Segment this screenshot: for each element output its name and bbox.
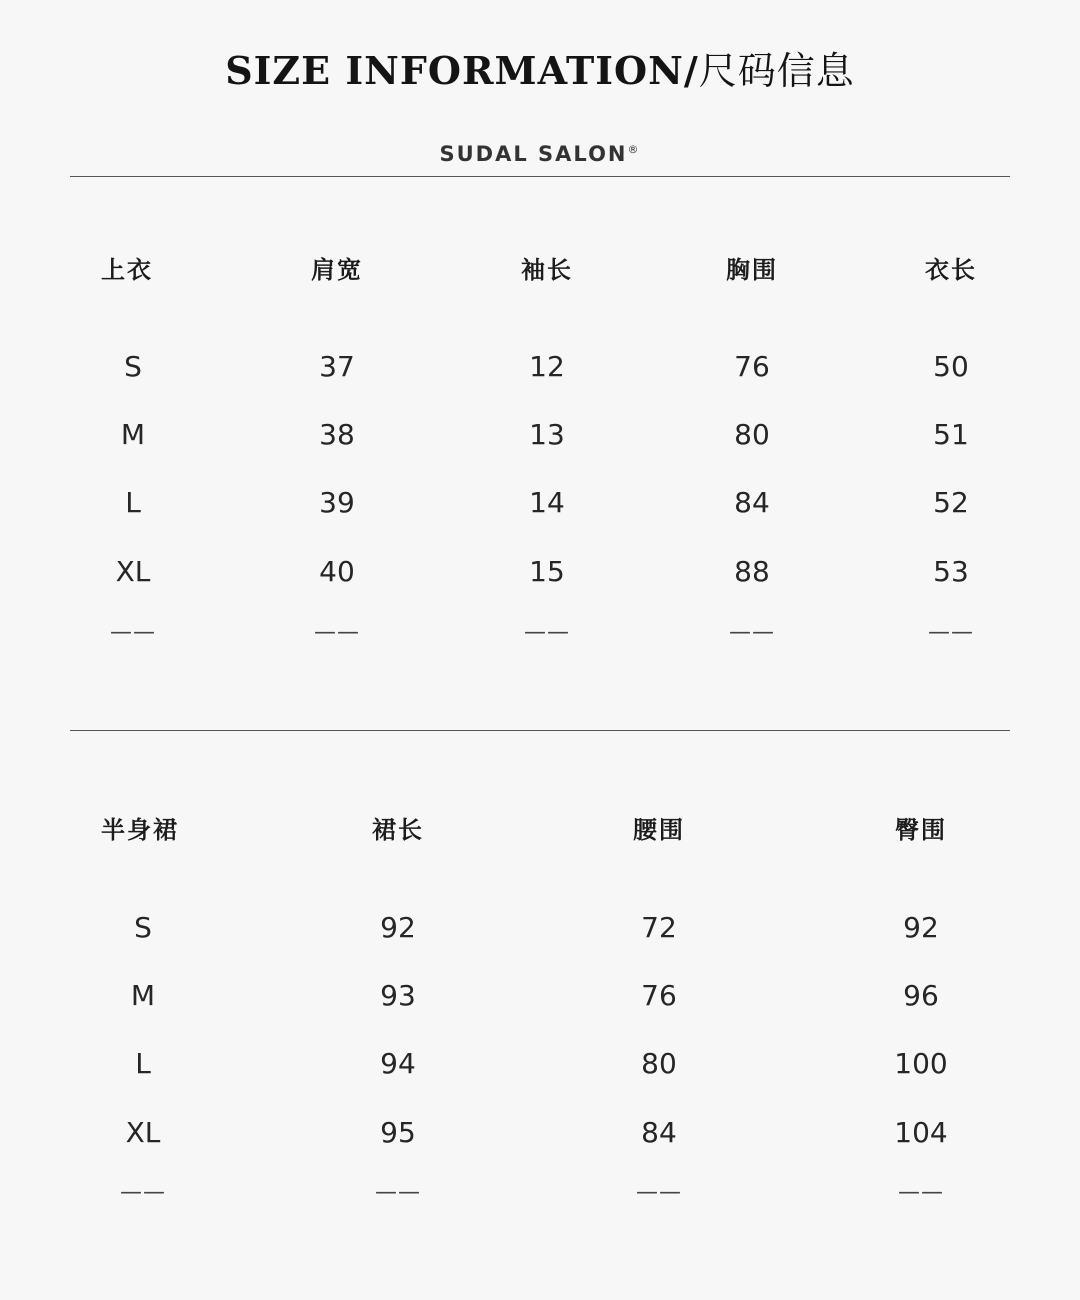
top-cell-r3-c1: 40 — [319, 555, 355, 588]
top-cell-r2-c3: 84 — [734, 486, 770, 519]
top-cell-r0-c1: 37 — [319, 350, 355, 383]
middle-divider — [70, 730, 1010, 731]
top-cell-r2-c0: L — [125, 486, 141, 519]
top-cell-r4-c0: —— — [110, 620, 156, 645]
title-en: SIZE INFORMATION/ — [225, 48, 699, 93]
skirt-cell-r0-c1: 92 — [380, 911, 416, 944]
skirt-cell-r1-c0: M — [130, 979, 156, 1012]
registered-mark: ® — [627, 143, 641, 156]
top-header-2: 袖长 — [521, 256, 573, 284]
top-cell-r4-c1: —— — [314, 620, 360, 645]
skirt-header-3: 臀围 — [895, 816, 947, 844]
top-header-3: 胸围 — [726, 256, 778, 284]
top-cell-r2-c2: 14 — [529, 486, 565, 519]
skirt-cell-r3-c1: 95 — [380, 1116, 416, 1149]
skirt-cell-r4-c1: —— — [375, 1180, 421, 1205]
skirt-cell-r3-c0: XL — [125, 1116, 161, 1149]
skirt-cell-r1-c3: 96 — [903, 979, 939, 1012]
top-cell-r1-c2: 13 — [529, 418, 565, 451]
skirt-cell-r4-c0: —— — [120, 1180, 166, 1205]
skirt-cell-r1-c1: 93 — [380, 979, 416, 1012]
top-cell-r3-c2: 15 — [529, 555, 565, 588]
brand-logo — [0, 142, 1080, 166]
top-cell-r0-c3: 76 — [734, 350, 770, 383]
skirt-cell-r2-c3: 100 — [894, 1047, 948, 1080]
skirt-header-0: 半身裙 — [101, 816, 179, 844]
top-cell-r1-c1: 38 — [319, 418, 355, 451]
skirt-cell-r4-c3: —— — [898, 1180, 944, 1205]
top-cell-r0-c2: 12 — [529, 350, 565, 383]
skirt-cell-r0-c3: 92 — [903, 911, 939, 944]
skirt-cell-r2-c0: L — [135, 1047, 151, 1080]
top-cell-r0-c0: S — [124, 350, 142, 383]
top-cell-r2-c4: 52 — [933, 486, 969, 519]
top-header-4: 衣长 — [925, 256, 977, 284]
top-cell-r4-c3: —— — [729, 620, 775, 645]
skirt-cell-r1-c2: 76 — [641, 979, 677, 1012]
top-cell-r3-c3: 88 — [734, 555, 770, 588]
top-cell-r4-c2: —— — [524, 620, 570, 645]
skirt-header-2: 腰围 — [633, 816, 685, 844]
skirt-cell-r3-c3: 104 — [894, 1116, 948, 1149]
skirt-cell-r3-c2: 84 — [641, 1116, 677, 1149]
skirt-cell-r0-c2: 72 — [641, 911, 677, 944]
skirt-header-1: 裙长 — [372, 816, 424, 844]
page-title — [0, 40, 1080, 95]
top-header-0: 上衣 — [101, 256, 153, 284]
top-cell-r1-c0: M — [120, 418, 146, 451]
top-divider — [70, 176, 1010, 177]
top-cell-r1-c4: 51 — [933, 418, 969, 451]
top-cell-r4-c4: —— — [928, 620, 974, 645]
top-cell-r3-c4: 53 — [933, 555, 969, 588]
top-cell-r1-c3: 80 — [734, 418, 770, 451]
skirt-cell-r4-c2: —— — [636, 1180, 682, 1205]
title-cn: 尺码信息 — [698, 49, 855, 93]
top-cell-r3-c0: XL — [115, 555, 151, 588]
brand-name: SUDAL SALON — [439, 142, 628, 166]
skirt-cell-r2-c2: 80 — [641, 1047, 677, 1080]
skirt-cell-r0-c0: S — [134, 911, 152, 944]
skirt-cell-r2-c1: 94 — [380, 1047, 416, 1080]
top-header-1: 肩宽 — [311, 256, 363, 284]
top-cell-r0-c4: 50 — [933, 350, 969, 383]
top-cell-r2-c1: 39 — [319, 486, 355, 519]
